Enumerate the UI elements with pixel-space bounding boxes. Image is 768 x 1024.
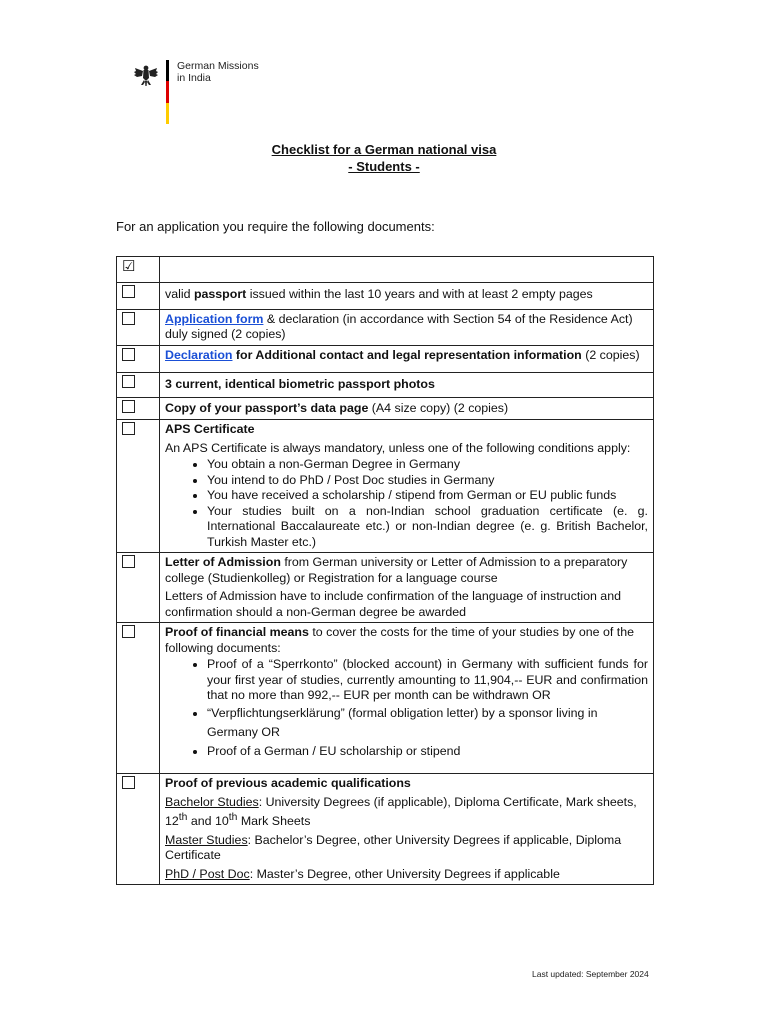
- item-aps: [160, 420, 654, 553]
- item-financial: [160, 623, 654, 774]
- org-name-line1: German Missions: [177, 60, 259, 72]
- flag-stripe-black: [166, 60, 169, 81]
- checklist-row-admission: [117, 553, 654, 623]
- aps-intro: An APS Certificate is always mandatory, unless one of the following conditions apply:: [165, 440, 631, 455]
- checkbox-icon: [122, 375, 135, 388]
- checklist-header-row: [117, 257, 654, 283]
- last-updated-footer: Last updated: September 2024: [532, 969, 649, 979]
- checkbox-icon: [122, 422, 135, 435]
- checklist-row-declaration: [117, 345, 654, 373]
- financial-options-list: [165, 657, 648, 759]
- german-flag-bar: [166, 60, 169, 124]
- list-item: • Proof of a “Sperrkonto” (blocked account) in Germany with sufficient funds for your first year of studies, currently amounting to 11,904,-- EUR and confirmation that no more than 992,-- EUR per month can be withdrawn OR: [207, 657, 648, 704]
- list-item: • “Verpflichtungserklärung” (formal obligation letter) by a sponsor living in Germany OR: [207, 704, 648, 742]
- item-photos: 3 current, identical biometric passport photos: [160, 373, 654, 398]
- checkbox-icon: [122, 312, 135, 325]
- checkbox-icon: [122, 555, 135, 568]
- flag-stripe-red: [166, 81, 169, 102]
- org-name: [177, 60, 259, 84]
- checklist-row-data-page: [117, 397, 654, 420]
- checked-box-icon: ☑: [122, 258, 136, 275]
- item-application-form: Application form & declaration (in accordance with Section 54 of the Residence Act) duly signed (2 copies): [160, 309, 654, 345]
- list-item: • Proof of a German / EU scholarship or stipend: [207, 744, 648, 760]
- checkbox-icon: [122, 400, 135, 413]
- checkbox-aps[interactable]: [117, 420, 160, 553]
- checklist-row-passport: [117, 283, 654, 310]
- checklist-row-academic: [117, 774, 654, 885]
- checkbox-data-page[interactable]: [117, 397, 160, 420]
- checkbox-admission[interactable]: [117, 553, 160, 623]
- admission-text: Letter of Admission from German university or Letter of Admission to a preparatory college (Studienkolleg) or Registration for a language course: [165, 555, 628, 585]
- checkbox-passport[interactable]: [117, 283, 160, 310]
- list-item: • You obtain a non-German Degree in Germany: [207, 457, 648, 473]
- intro-text: For an application you require the following documents:: [116, 219, 435, 234]
- item-academic: [160, 774, 654, 885]
- checkbox-photos[interactable]: [117, 373, 160, 398]
- academic-phd: PhD / Post Doc: Master’s Degree, other University Degrees if applicable: [165, 866, 560, 881]
- academic-bachelor: Bachelor Studies: University Degrees (if applicable), Diploma Certificate, Mark sheets, 12th and 10th Mark Sheets: [165, 794, 637, 829]
- federal-eagle-icon: [133, 62, 159, 88]
- financial-text: Proof of financial means to cover the costs for the time of your studies by one of the following documents:: [165, 625, 634, 655]
- list-item: • You have received a scholarship / stipend from German or EU public funds: [207, 488, 648, 504]
- checkbox-icon: [122, 348, 135, 361]
- header-check-cell: [117, 257, 160, 283]
- checklist-row-photos: [117, 373, 654, 398]
- list-item: • You intend to do PhD / Post Doc studies in Germany: [207, 473, 648, 489]
- page-subtitle: - Students -: [348, 159, 420, 174]
- academic-heading: Proof of previous academic qualifications: [165, 776, 411, 790]
- org-name-line2: in India: [177, 72, 211, 84]
- admission-note: Letters of Admission have to include confirmation of the language of instruction and confirmation should a non-German degree be awarded: [165, 589, 621, 619]
- header-empty-cell: [160, 257, 654, 283]
- checkbox-academic[interactable]: [117, 774, 160, 885]
- item-declaration: Declaration for Additional contact and legal representation information (2 copies): [160, 345, 654, 373]
- academic-master: Master Studies: Bachelor’s Degree, other University Degrees if applicable, Diploma Certificate: [165, 832, 622, 863]
- checklist-row-aps: [117, 420, 654, 553]
- checkbox-icon: [122, 776, 135, 789]
- page-title: Checklist for a German national visa: [271, 142, 497, 157]
- declaration-link[interactable]: Declaration: [165, 347, 233, 362]
- item-data-page: Copy of your passport’s data page (A4 size copy) (2 copies): [160, 397, 654, 420]
- checklist-row-financial: [117, 623, 654, 774]
- aps-heading: APS Certificate: [165, 422, 255, 436]
- item-admission: [160, 553, 654, 623]
- flag-stripe-gold: [166, 103, 169, 124]
- list-item: • Your studies built on a non-Indian school graduation certificate (e. g. International Baccalaureate etc.) or non-Indian degree (e. g. British Bachelor, Turkish Master etc.): [207, 504, 648, 551]
- aps-conditions-list: [165, 457, 648, 550]
- application-form-link[interactable]: Application form: [165, 311, 264, 326]
- checkbox-icon: [122, 285, 135, 298]
- checkbox-financial[interactable]: [117, 623, 160, 774]
- checkbox-application-form[interactable]: [117, 309, 160, 345]
- checkbox-declaration[interactable]: [117, 345, 160, 373]
- checklist-row-application-form: [117, 309, 654, 345]
- item-passport: valid passport issued within the last 10 years and with at least 2 empty pages: [160, 283, 654, 310]
- document-checklist-table: [116, 256, 654, 885]
- checkbox-icon: [122, 625, 135, 638]
